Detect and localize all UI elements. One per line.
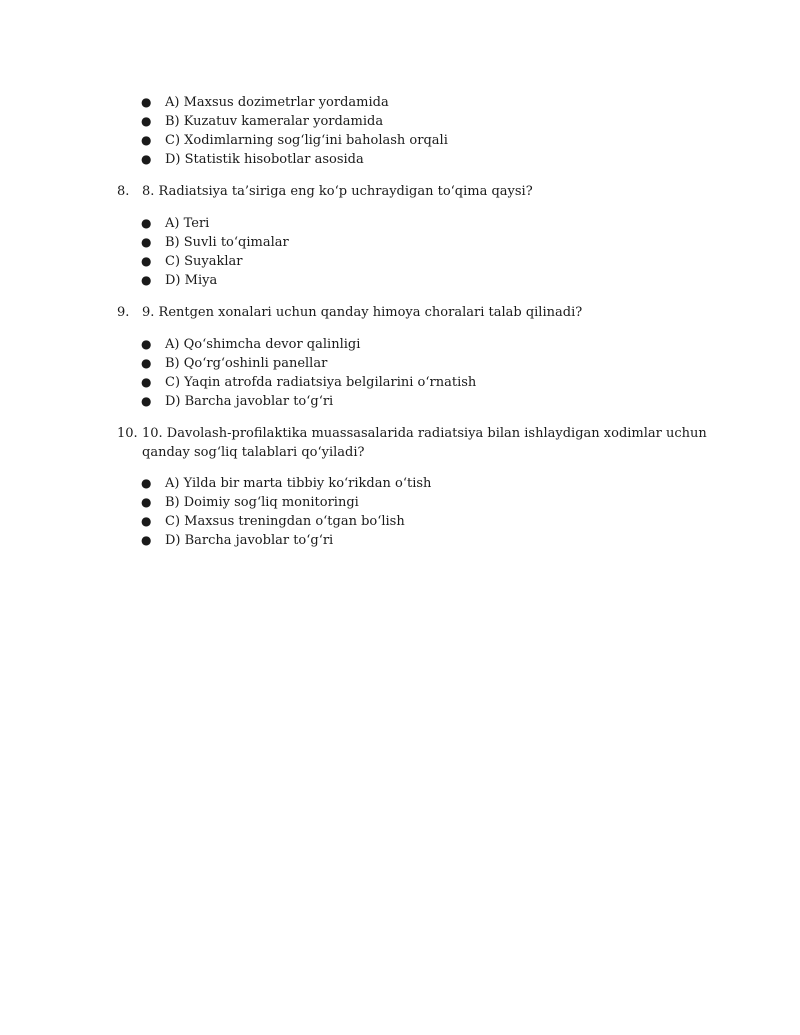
bullet-icon: ●	[141, 514, 152, 528]
option-text: D) Barcha javoblar to‘g‘ri	[165, 394, 334, 409]
option-text: D) Miya	[165, 273, 218, 288]
question-text: 8. Radiatsiya ta’siriga eng ko‘p uchraydigan to‘qima qaysi?	[142, 184, 533, 199]
q8-option-a	[141, 214, 210, 233]
bullet-icon: ●	[141, 114, 152, 128]
option-text: B) Kuzatuv kameralar yordamida	[165, 114, 384, 129]
option-text: B) Qo‘rg‘oshinli panellar	[165, 356, 328, 371]
question-text-line-1: 10. Davolash-profilaktika muassasalarida radiatsiya bilan ishlaydigan xodimlar uchun	[142, 426, 707, 441]
option-text: A) Qo‘shimcha devor qalinligi	[165, 337, 361, 352]
option-text: A) Yilda bir marta tibbiy ko‘rikdan o‘tish	[165, 476, 432, 491]
option-text: C) Xodimlarning sog‘lig‘ini baholash orqali	[165, 133, 448, 148]
option-text: C) Maxsus treningdan o‘tgan bo‘lish	[165, 514, 405, 529]
question-text: 9. Rentgen xonalari uchun qanday himoya choralari talab qilinadi?	[142, 305, 583, 320]
bullet-icon: ●	[141, 356, 152, 370]
bullet-icon: ●	[141, 476, 152, 490]
option-text: B) Doimiy sog‘liq monitoringi	[165, 495, 359, 510]
bullet-icon: ●	[141, 235, 152, 249]
option-text: C) Yaqin atrofda radiatsiya belgilarini o‘rnatish	[165, 375, 477, 390]
question-number: 8.	[117, 184, 130, 199]
q8-option-b	[141, 233, 289, 252]
q9-option-a	[141, 335, 361, 354]
q10-option-c	[141, 512, 405, 531]
q9-option-d	[141, 392, 334, 411]
q10-option-a	[141, 474, 432, 493]
q10-option-d	[141, 531, 334, 550]
option-text: A) Maxsus dozimetrlar yordamida	[165, 95, 389, 110]
q7-option-b	[141, 112, 384, 131]
bullet-icon: ●	[141, 216, 152, 230]
option-text: A) Teri	[165, 216, 210, 231]
q10-option-b	[141, 493, 359, 512]
q7-option-d	[141, 150, 364, 169]
q8-option-d	[141, 271, 218, 290]
question-number: 9.	[117, 305, 130, 320]
option-text: D) Barcha javoblar to‘g‘ri	[165, 533, 334, 548]
bullet-icon: ●	[141, 375, 152, 389]
bullet-icon: ●	[141, 337, 152, 351]
option-text: C) Suyaklar	[165, 254, 243, 269]
bullet-icon: ●	[141, 133, 152, 147]
option-text: B) Suvli to‘qimalar	[165, 235, 289, 250]
bullet-icon: ●	[141, 495, 152, 509]
q9-option-c	[141, 373, 477, 392]
bullet-icon: ●	[141, 95, 152, 109]
bullet-icon: ●	[141, 394, 152, 408]
question-number: 10.	[117, 426, 138, 441]
bullet-icon: ●	[141, 254, 152, 268]
q9-option-b	[141, 354, 328, 373]
q7-option-a	[141, 93, 389, 112]
bullet-icon: ●	[141, 152, 152, 166]
q8-option-c	[141, 252, 243, 271]
question-text-line-2: qanday sog‘liq talablari qo‘yiladi?	[142, 445, 365, 460]
option-text: D) Statistik hisobotlar asosida	[165, 152, 364, 167]
bullet-icon: ●	[141, 273, 152, 287]
bullet-icon: ●	[141, 533, 152, 547]
q7-option-c	[141, 131, 448, 150]
